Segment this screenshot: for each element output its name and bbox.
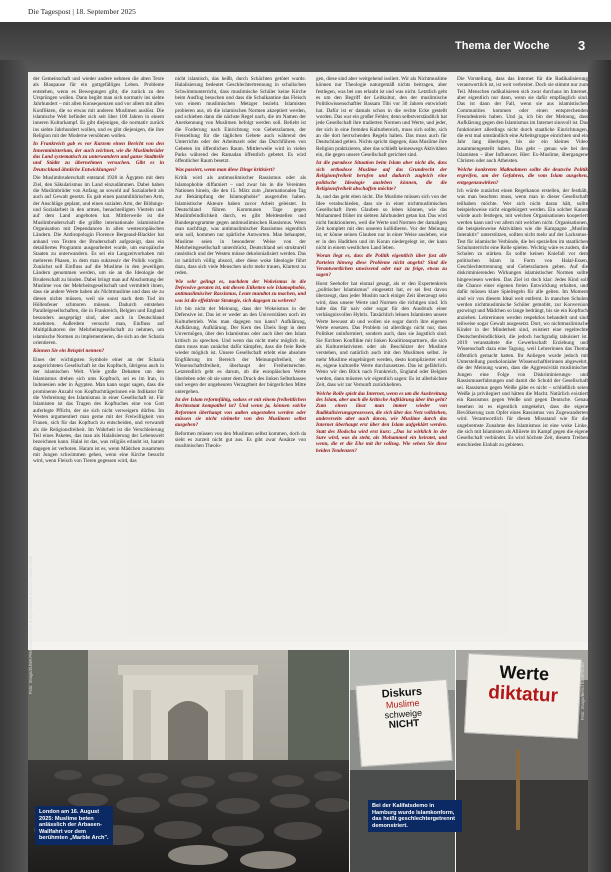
page-number: 3	[578, 38, 586, 53]
interview-question: Welche Rolle spielt das Internet, wenn es um die Ausbreitung des Islam, aber auch die kritische Aufklärung über ihn geht? Zum einen lässt man immer wieder von Radikalisierungsprozessen, die sich über das Netz vollziehen, andererseits aber auch davon, wie Muslime durch das Internet überhaupt erst über den Islam aufgeklärt werden. Statt des Hodscha wird erst kurz: „Das ist wirklich in der Sure wird, was da steht, als Mohammed ein heiratet, und wenn, die er die Ehe mit ihr vollzog. Wie sehen Sie diese beiden Tendenzen?	[316, 390, 447, 454]
answer-paragraph: Die Muslimbruderschaft entstand 1928 in Ägypten mit dem Ziel, den Säkularismus im Land einzudämmen. Dabei haben die Muslimbrüder von Anfang an sowohl auf Sozialarbeit als auch auf Gewalt gesetzt. Es gab einen paramilitärischen Arm, der Anschläge geplant, und einen sozialen Arm, der Bildungs- und Sozialarbeit in den armen, benachteiligten Vierteln und auf dem Land angeboten hat. Mittlerweile ist die Muslimbruderschaft die größte internationale islamistische Organisation mit Dependancen in allen westeuropäischen Ländern. Die Anthropologin Florence Bergeaud-Blackler hat anhand von Texten der Bruderschaft aufgezeigt, dass ein detailliertes Programm ausgearbeitet wurde, um europäische Staaten zu unterwandern. Es sei ein Langzeitvorhaben mit mehreren Phasen, in dem man sukzessiv der Politik vorgibt. Zunächst soll Einfluss auf die Muslime in den jeweiligen Ländern genommen werden, um sie an die Ideologie der Bruderschaft zu binden. Dabei bringt man auf Abschottung der Muslime von der Mehrheitsgesellschaft und vermittelt ihnen, dass sie andere Werte haben als Nichtmuslime und dass sie zu diesen nichts müssen, weil sie sonst nach dem Tod im Höllenfeuer schmoren müssen. Dadurch entstehen Parallelgesellschaften, die in Frankreich, Belgien und England besonders ausgeprägt sind, aber auch in Deutschland zunehmen. Außerdem versucht man, Einfluss auf Multiplikatoren der Mehrheitsgesellschaft zu nehmen, um islamische Normen zu implementieren, die sich an der Scharia orientieren.	[33, 175, 164, 347]
interview-question: In Frankreich gab es vor Kurzem einen Bericht von den Innenministerium, der auch zeichnet, wie die Muslimbrüder das Land systematisch zu unterwandern und ganze Stadtteile und Städte zu übernehmen versuchen. Gibt es in Deutschland ähnliche Entwicklungen?	[33, 141, 164, 173]
left-background-photo	[0, 60, 28, 872]
answer-paragraph: nicht islamisch, das heißt, durch Schächten getötet wurde. Halalisierung bedeutet Geschlechtertrennung in schulischen Schwimmunterricht, dass muslimische Schüler keine Kirche beim Ausflug besuchen und dass die Schulkantine das Fleisch von einem muslimischen Metzger bezieht. Islamisten probieren aus, ob die islamischen Normen akzeptiert werden, und schieben dann die nächste Regel nach, die im Namen der Anerkennung von Muslimen befolgt werden soll. Beliebt ist die Forderung nach Einrichtung von Gebetsräumen, der Freistellung für die täglichen Gebete auch während des Unterrichts oder der Arbeitszeit oder das Durchführen von Gebeten im öffentlichen Raum. Mittlerweile wird in vielen Parks während des Ramadan öffentlich gebetet. Es wird öffentlicher Raum besetzt.	[175, 76, 306, 165]
answer-paragraph: der Gemeinschaft und wieder andere nehmen die alten Texte als Blaupause für ein gottgefälliges Leben. Probleme entstehen, wenn es Bewegungen gibt, die zurück zu den Ursprüngen wollen. Dann begibt man sich normativ ins siebte Jahrhundert – mit allen Konsequenzen und vor allem mit allen Konflikten, die so etwas mit anderen Muslimen auslöst. Die islamische Welt befindet sich seit über 100 Jahren in einem inneren Kulturkampf. Es gibt diejenigen, die normativ zurück ins siebte Jahrhundert wollen, und es gibt diejenigen, die ihre Religion mit der Moderne versöhnen wollen.	[33, 76, 164, 140]
answer-paragraph: Eines der wichtigsten Symbole einer an der Scharia ausgerichteten Gesellschaft ist das Kopftuch, übrigens auch in der islamischen Welt. Viele große Debatten um den Islamismus drehen sich ums Kopftuch, sei es im Iran, in Indonesien oder in Ägypten. Man kann sogar sagen, dass die prominente Anzahl von Kopftuchträgerinnen ein Indikator für die Verbreitung des Islamismus in einer Gesellschaft ist. Für Islamisten ist das Tragen des Kopftuches eine von Gott auferlegte Pflicht, der sie sich nicht verweigern dürfen. Im Westen argumentiert man gerne mit der Freiwilligkeit von Frauen, sich für das Kopftuch zu entscheiden, und verwandt als die Religionsfreiheit. Im Wahrheit ist die Verschleierung Teil eines Paketes, das man als Halalisierung der Lebenswelt bezeichnen kann. Halal ist das, was religiös erlaubt ist, haram dagegen ist verboten. Haram ist es, wenn Mädchen zusammen mit Jungen schwimmen gehen, wenn eine Kirche besucht wird, wenn Fleisch von Tieren gegessen wird, das	[33, 356, 164, 465]
article-column-1	[33, 76, 164, 646]
article-column-4	[457, 76, 588, 636]
article-column-2	[175, 76, 306, 636]
right-background-photo	[588, 60, 611, 872]
answer-paragraph: Ich bin nicht der Meinung, dass der Wokeismus in der Defensive ist. Das ist er weder an den Universitäten noch im Kulturbetrieb. Was man dagegen tun kann? Aufklärung, Aufklärung, Aufklärung. Der Kern des Übels liegt in dem Unvermögen, über den Islamismus oder auch über den Islam kritisch zu sprechen. Und wenn das nicht mehr möglich ist, dann muss man zunächst dafür kämpfen, dass die freie Rede wieder möglich ist. Unsere Gesellschaft erlebt eine absolute Engführung im Bereich der Meinungsfreiheit, der Wissenschaftsfreiheit, überhaupt der Freiheitsrechte. Letztendlich geht es darum, ob die europäischen Werte überleben oder ob sie unter dem Druck des linken Selbsthasses und wegen der ungeheuren Verzagtheit der bürgerlichen Mitte untergehen.	[175, 306, 306, 395]
protest-sign-wertediktatur	[464, 653, 582, 739]
answer-paragraph: Ja, und das geht eben nicht. Die Muslime müssen sich von der Idee verabschieden, dass sie in einer nichtmuslimischen Gesellschaft ihren Glauben so leben können, wie das Mohammed früher im siebten Jahrhundert getan hat. Das wird nicht funktionieren, weil die Werte und Normen der damaligen Zeit komplett mit den unseren kollidieren. Vor der Meinung ist, er könne seinen Glauben nur in einer Weise ausleben, wie er in den Hadithen und im Koran niedergelegt ist, der kann nicht in einem westlichen Land leben.	[316, 194, 447, 251]
sign-word-diktatur: diktatur	[487, 682, 559, 707]
interview-question: Woran liegt es, dass die Politik eigentlich über fast alle Parteien hinweg diese Probleme nicht angeht? Sind die Verantwortlichen unwissend oder nur zu feige, etwas zu sagen?	[316, 253, 447, 279]
answer-paragraph: Reformen müssen von den Muslimen selbst kommen, doch da sieht es zurzeit nicht gut aus. Es gibt zwar Ansätze von muslimischen Theolo-	[175, 430, 306, 450]
photo-credit-left: Foto: Imago/ZUMA Press Wire / Foto: Imago/Markus Scholz / Adobe Stock	[28, 555, 33, 694]
photo-hamburg-demo	[350, 650, 455, 872]
newspaper-date-line: Die Tagespost | 18. September 2025	[28, 7, 136, 16]
sign-line-1: Diskurs	[381, 685, 423, 701]
photo-caption-hamburg: Bei der Kalifatsdemo in Hamburg wurde Islamkonform, das heißt geschlechtergetrennt demonstriert.	[368, 800, 462, 832]
interview-question: Was passiert, wenn man diese Dinge kritisiert?	[175, 166, 275, 173]
interview-question: Ist die paradoxe Situation beim Islam aber nicht die, dass sich orthodoxe Muslime auf das Grundrecht der Religionsfreiheit berufen und dadurch zugleich eine politische Ideologie ausleben können, die die Religionsfreiheit abschaffen möchte?	[316, 160, 447, 192]
interview-question: Wie sehr gelingt es, nachdem der Wokeismus in die Defensive geraten ist, mit diesen Etiketten wie Islamophobie, antimuslimischer Rassismus, Leute mundtot zu machen, und was ist die effektivste Strategie, sich dagegen zu wehren?	[175, 278, 306, 304]
article-column-3	[316, 76, 447, 646]
answer-paragraph: gen, diese sind aber weitgehend isoliert. Wir als Nichtmuslime können nur Theologie naturgemäß nichts beitragen, aber festlegen, was bei uns erlaubt ist und was nicht. Letztlich geht es um den Begriff der Leitkultur, den der muslimische Politikwissenschaftler Bassam Tibi vor 30 Jahren entwickelt hat. Dafür ist er damals schon in die rechte Ecke gestellt worden. Das war ein großer Fehler, denn selbstverständlich hat jede Gesellschaft ihre tradierten Normen und Werte, und jeder, der sich in eine fremden Kulturbereich, muss sich sollte, sich an die dort herrschenden Regeln halten. Das muss auch für Deutschland gelten. Nichts spricht dagegen, dass Muslime ihre Religion praktizieren, aber das schließt keineswegs Aktivitäten ein, die gegen unsere Gesellschaft gerichtet sind.	[316, 76, 447, 159]
answer-paragraph: Ich würde zunächst einen Regelkanon erstellen, der festhält, was man beachten muss, wenn man in dieser Gesellschaft teilhaben möchte. Wer sich nicht daran hält, sollte beispielsweise nicht eingebürgert werden. Ein solcher Kanon würde auch festlegen, mit welchen Organisationen kooperiert werden kann und vor allem mit welchen nicht. Organisationen, die beispielsweise Aktivitäten wie die Kampagne „Muslim Interaktiv" unterstützen, sollten nicht mehr auf der Lacksmus-Test für islamische Verbünde, die bei speziellen im staatlichen Schulunterricht eine Rolle spielen. Wichtig wäre es zudem, die Schulen zu stärken. Es sollte keinen Kniefall vor dem politischen Islam in Form von Halal-Essen, Geschlechtertrennung und Gebetsräumen geben. Auf die diskriminierenden Wirkungen islamistischer Normen sollte hingewiesen werden. Das Ziel ist doch klar: Jedes Kind soll die Chance einer eigenen freien Entwicklung erhalten, und dafür müssen klare Spielregeln für alle gelten. Im Moment sind wir von diesem Ideal weit entfernt. In manchen Schulen werden nichtmuslimische Schüler gemobbt, zur Konversion gezwingt und Mädchen so lange bedrängt, bis sie ein Kopftuch anziehen. Lehrerinnen werden respektlos behandelt und sind teilweise sogar Gewalt ausgesetzt. Dort, wo nichtmuslimische Kinder in der Minderheit sind, existiert eine regelrechte Deutschenfeindlichkeit, die jedoch hochgradig tabuisiert ist. 2019 veranstaltete die Gewerkschaft Erziehung und Wissenschaft dazu eine Tagung, weil Lehrerinnen das Thema öffentlich gemacht hatten. Ihr Anliegen wurde jedoch mit Unterstellung postkolonialer Wissenschaftlerinnen abgewehrt, die der Meinung waren, dass die Aggressivität muslimischer Jungen eine Folge von Diskriminierungs- und Rassismuserfahrungen und damit die Schuld der Gesellschaft sei. Rassismus gegen Weiße gäbe es nicht – schließlich seien Weiße ja privilegiert und hätten die Macht. Natürlich existiert ein Rassismus gegen Weiße und gegen Deutsche. Genau besehen ist es eigentlich umgekehrt, dass die eigene Bevölkerung zum Opfer eines Rassismus von Zugewanderten wird. Verantwortlich für diesen Missstand wie für die ungebremste Zunahme des Islamismus ist eine woke Linke, die sich mit Islamisten als Alliierte im Kampf gegen die eigene Gesellschaft verbündet. Es wird höchste Zeit, diesem Treiben entschieden Einhalt zu gebieten.	[457, 187, 588, 448]
protest-sign-discourse	[355, 679, 452, 767]
sign-line-3: schweige	[384, 707, 423, 721]
answer-paragraph: Horst Seehofer hat einmal gesagt, als er den Expertenkreis „politischer Islamismus" eingesetzt hat, er sei fest davon überzeugt, dass jeder Muslim nach einiger Zeit überzeugt sein wird, dass unsere Werte und Normen die richtigen sind. Ich halte das für naiv oder sogar für den Ausdruck einer verhängnisvollen Hybris. Tatsächlich lehnen Islamisten unsere Werte bewusst ab und wollen sie sogar durch ihre eigenen Werte ersetzen. Das Problem ist allerdings nicht nur, dass Politiker uninformiert, sondern auch, dass sie ängstlich sind. Sie fürchten Konflikte mit linken Koalitionspartnern, die sich als Kulturrelativisten oder als Beschützer der Muslime verstehen, und natürlich auch mit den Muslimen selbst. Je mehr Muslime eingebürgert werden, desto komplizierter wird es, eigene kulturelle Werte durchzusetzen. Das ist gefährlich. Wenn wir den Blick nach Frankreich, England oder Belgien werden, dann müssten wir eigentlich sagen: Es ist allerhöchste Zeit, dass wir zur Vernunft zurückkehren.	[316, 280, 447, 389]
photo-credit-right: Foto: Imago/Bernd Elmenthaler	[580, 661, 585, 720]
sign-line-2: Muslime	[385, 697, 420, 711]
photo-caption-marble-arch: London am 16. August 2025: Muslime beten anlässlich der Arbaeen-Wallfahrt vor dem berühmten „Marble Arch".	[35, 806, 113, 845]
answer-paragraph: Kritik wird als antimuslimischer Rassismus oder als Islamophobie diffamiert – und zwar bis in die Vereinten Nationen hinein, die den 15. März zum „Internationalen Tag zur Bekämpfung der Islamophobie" ausgerufen haben. Islamistische Akteure haben zuvor Arbeit geleistet. In Deutschland führen Kommunen Tage gegen Muslimfeindlichkeit durch, es gibt Meldestellen und Bundesprogramme gegen antimuslimischen Rassismus. Wenn man nachfragt, was antimuslimischer Rassismus eigentlich sein soll, kommen nur spärliche Antworten. Man behauptet, Muslime seien in besonderer Weise von der Mehrheitsgesellschaft unterdrückt, Deutschland sei strukturell rassistisch und der Westen müsse dekolonialisiert werden. Das ist natürlich völlig absurd, aber diese woke Ideologie führt dazu, dass sich viele Menschen nicht mehr trauen, Klartext zu reden.	[175, 175, 306, 277]
interview-question: Welche konkreten Maßnahmen sollte die deutsche Politik ergreifen, um der Gefahren, die vom Islam ausgehen, entgegenzuwirken?	[457, 166, 588, 186]
interview-question: Ist der Islam reformfähig, sodass er mit einem freiheitlichen Rechtsstaat kompatibel ist? Und wenn ja, können solche Reformen überhaupt von außen angestoßen werden oder müssen sie nicht vielmehr von den Muslimen selbst ausgehen?	[175, 396, 306, 429]
sign-word-werte: Werte	[498, 661, 550, 685]
photo-wertediktatur-sign	[456, 650, 588, 872]
interview-question: Können Sie ein Beispiel nennen?	[33, 348, 105, 355]
answer-paragraph: Die Vorstellung, dass das Internet für die Radikalisierung verantwortlich ist, ist weit verbreitet. Doch sie stimmt nur zum Teil. Menschen radikalisieren sich zwar durchaus im Internet, aber eigentlich nur dann, wenn sie dafür empfänglich sind. Das ist dann der Fall, wenn sie aus islamistischen Communities kommen oder einen entsprechenden Freundeskreis haben. Und ja, ich bin der Meinung, dass Aufklärung gegen den Islamismus im Internet sinnvoll ist. Das funktioniert allerdings nicht durch staatliche Einrichtungen, die erst mal umständlich eine Arbeitsgruppe einrichten und ein Jahr lang überlegen, bis sie ein kleines Video zusammengestellt haben. Das geht – genau wie bei den Islamisten – über Influencer. Hier: Ex-Muslime, übergangene Christen oder auch Atheisten.	[457, 76, 588, 165]
section-title: Thema der Woche	[455, 40, 550, 52]
sign-line-4: NICHT	[388, 717, 420, 732]
